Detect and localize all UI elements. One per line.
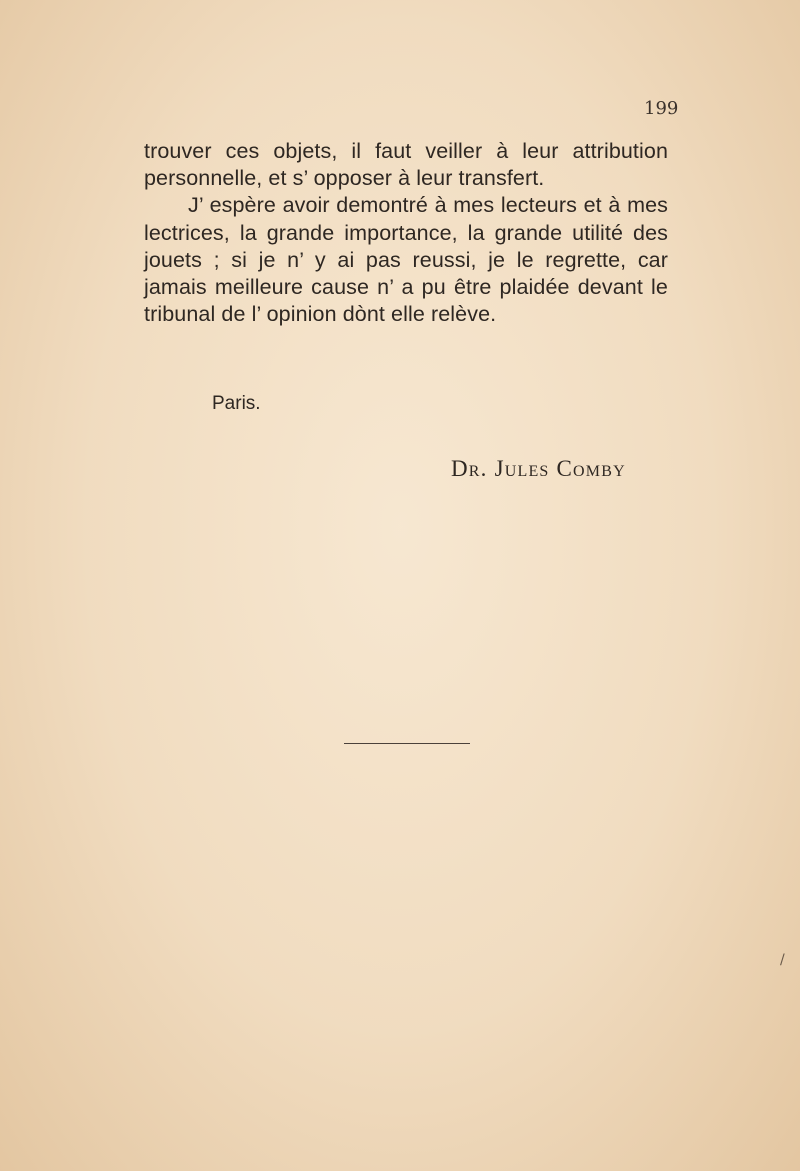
- paragraph: J’ espère avoir demontré à mes lecteurs et à mes lectrices, la grande importance, la grande utilité des jouets ; si je n’ y ai pas reussi, je le regrette, car jamais meilleure cause n’ a pu être plaidée devant le tribunal de l’ opinion dònt elle relève.: [144, 193, 668, 327]
- horizontal-rule: [344, 743, 470, 744]
- signature: Dr. Jules Comby: [451, 456, 626, 481]
- margin-mark: /: [780, 952, 785, 968]
- paragraph: trouver ces objets, il faut veiller à leur attribution personnelle, et s’ opposer à leur transfert.: [144, 139, 668, 191]
- place-line: Paris.: [212, 393, 261, 414]
- page-number: 199: [644, 98, 679, 119]
- body-text: [144, 138, 668, 328]
